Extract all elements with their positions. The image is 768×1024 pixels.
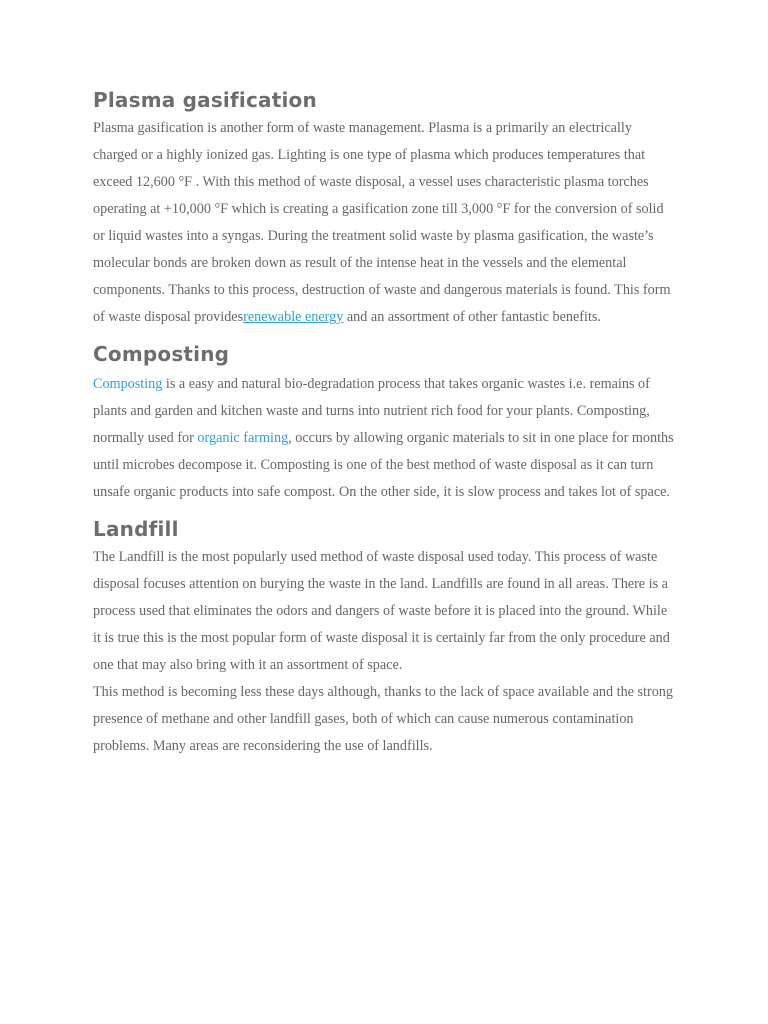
renewable-energy-link[interactable]: renewable energy [243,309,344,325]
paragraph-landfill-1: The Landfill is the most popularly used method of waste disposal used today. This process of waste disposal focuses attention on burying the waste in the land. Landfills are found in all areas. There is a process used that eliminates the odors and dangers of waste before it is placed into the ground. While it is true this is the most popular form of waste disposal it is certainly far from the only procedure and one that may also bring with it an assortment of space. [93,549,670,673]
section-landfill [93,515,678,760]
heading-composting: Composting [93,342,230,366]
heading-plasma-gasification: Plasma gasification [93,88,317,112]
plasma-text-after: and an assortment of other fantastic benefits. [343,309,601,325]
paragraph-plasma-gasification [93,115,678,331]
composting-text-mid: is a easy and natural bio-degradation process that takes organic wastes i.e. remains of plants and garden and kitchen waste and turns into nutrient rich food for your plants. Composting, normally used for [93,376,650,446]
paragraph-landfill-2: This method is becoming less these days although, thanks to the lack of space available and the strong presence of methane and other landfill gases, both of which can cause numerous contamination problems. Many areas are reconsidering the use of landfills. [93,684,673,754]
section-plasma-gasification [93,86,678,331]
composting-text-after: , occurs by allowing organic materials to sit in one place for months until microbes decompose it. Composting is one of the best method of waste disposal as it can turn unsafe organic products into safe compost. On the other side, it is slow process and takes lot of space. [93,430,674,500]
paragraph-composting [93,371,678,506]
organic-farming-link[interactable]: organic farming [197,430,289,446]
plasma-text-before: Plasma gasification is another form of waste management. Plasma is a primarily an electrically charged or a highly ionized gas. Lighting is one type of plasma which produces temperatures that exceed 12,600 °F . With this method of waste disposal, a vessel uses characteristic plasma torches operating at +10,000 °F which is creating a gasification zone till 3,000 °F for the conversion of solid or liquid wastes into a syngas. During the treatment solid waste by plasma gasification, the waste’s molecular bonds are broken down as result of the intense heat in the vessels and the elemental components. Thanks to this process, destruction of waste and dangerous materials is found. This form of waste disposal provides [93,120,671,325]
section-composting [93,340,678,506]
article-body [93,86,678,760]
heading-landfill: Landfill [93,517,179,541]
composting-link[interactable]: Composting [93,376,163,392]
